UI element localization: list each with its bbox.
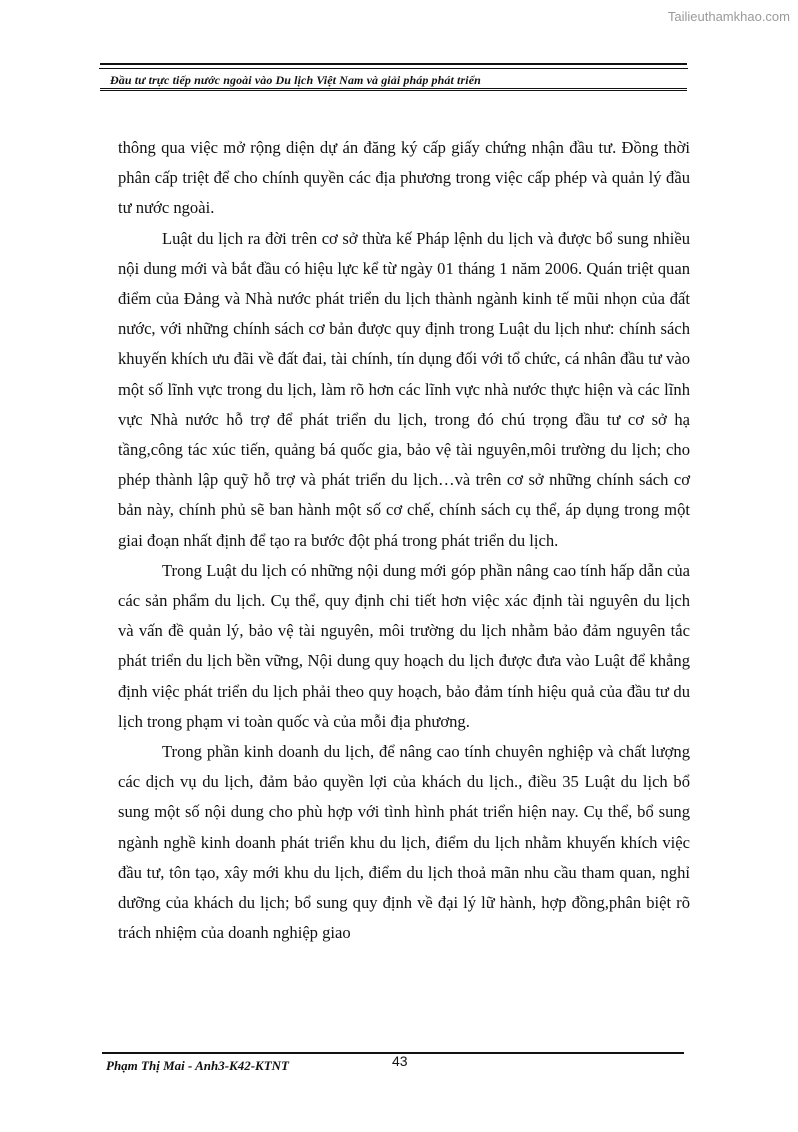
body-text: [118, 133, 690, 948]
paragraph-4: Trong phần kinh doanh du lịch, để nâng cao tính chuyên nghiệp và chất lượng các dịch vụ du lịch, đảm bảo quyền lợi của khách du lịch., điều 35 Luật du lịch bổ sung một số nội dung cho phù hợp với tình hình phát triển hiện nay. Cụ thể, bổ sung ngành nghề kinh doanh phát triển khu du lịch, điểm du lịch nhằm khuyến khích việc đầu tư, tôn tạo, xây mới khu du lịch, điểm du lịch thoả mãn nhu cầu tham quan, nghỉ dưỡng của khách du lịch; bổ sung quy định về đại lý lữ hành, hợp đồng,phân biệt rõ trách nhiệm của doanh nghiệp giao: [118, 742, 690, 943]
paragraph-1: thông qua việc mở rộng diện dự án đăng ký cấp giấy chứng nhận đầu tư. Đồng thời phân cấp triệt để cho chính quyền các địa phương trong việc cấp phép và quản lý đầu tư nước ngoài.: [118, 138, 690, 218]
footer-author: Phạm Thị Mai - Anh3-K42-KTNT: [106, 1058, 289, 1073]
running-header: [100, 63, 687, 91]
watermark: Tailieuthamkhao.com: [667, 9, 790, 24]
paragraph-3: Trong Luật du lịch có những nội dung mới góp phần nâng cao tính hấp dẫn của các sản phẩm du lịch. Cụ thể, quy định chi tiết hơn việc xác định tài nguyên du lịch và vấn đề quản lý, bảo vệ tài nguyên, môi trường du lịch nhằm bảo đảm nguyên tắc phát triển du lịch bền vững, Nội dung quy hoạch du lịch được đưa vào Luật để khẳng định việc phát triển du lịch phải theo quy hoạch, bảo đảm tính hiệu quả của đầu tư du lịch trong phạm vi toàn quốc và của mỗi địa phương.: [118, 560, 690, 731]
page-number: 43: [392, 1053, 408, 1069]
header-title: Đầu tư trực tiếp nước ngoài vào Du lịch Việt Nam và giải pháp phát triển: [110, 73, 481, 87]
paragraph-2: Luật du lịch ra đời trên cơ sở thừa kế Pháp lệnh du lịch và được bổ sung nhiều nội dung mới và bắt đầu có hiệu lực kể từ ngày 01 tháng 1 năm 2006. Quán triệt quan điểm của Đảng và Nhà nước phát triển du lịch thành ngành kinh tế mũi nhọn của đất nước, với những chính sách cơ bản được quy định trong Luật du lịch như: chính sách khuyến khích ưu đãi về đất đai, tài chính, tín dụng đối với tổ chức, cá nhân đầu tư vào một số lĩnh vực trong du lịch, làm rõ hơn các lĩnh vực nhà nước thực hiện và các lĩnh vực Nhà nước hỗ trợ để phát triển du lịch, trong đó chú trọng đầu tư cơ sở hạ tầng,công tác xúc tiến, quảng bá quốc gia, bảo vệ tài nguyên,môi trường du lịch; cho phép thành lập quỹ hỗ trợ và phát triển du lịch…và trên cơ sở những chính sách cơ bản này, chính phủ sẽ ban hành một số cơ chế, chính sách cụ thể, áp dụng trong một giai đoạn nhất định để tạo ra bước đột phá trong phát triển du lịch.: [118, 228, 690, 550]
